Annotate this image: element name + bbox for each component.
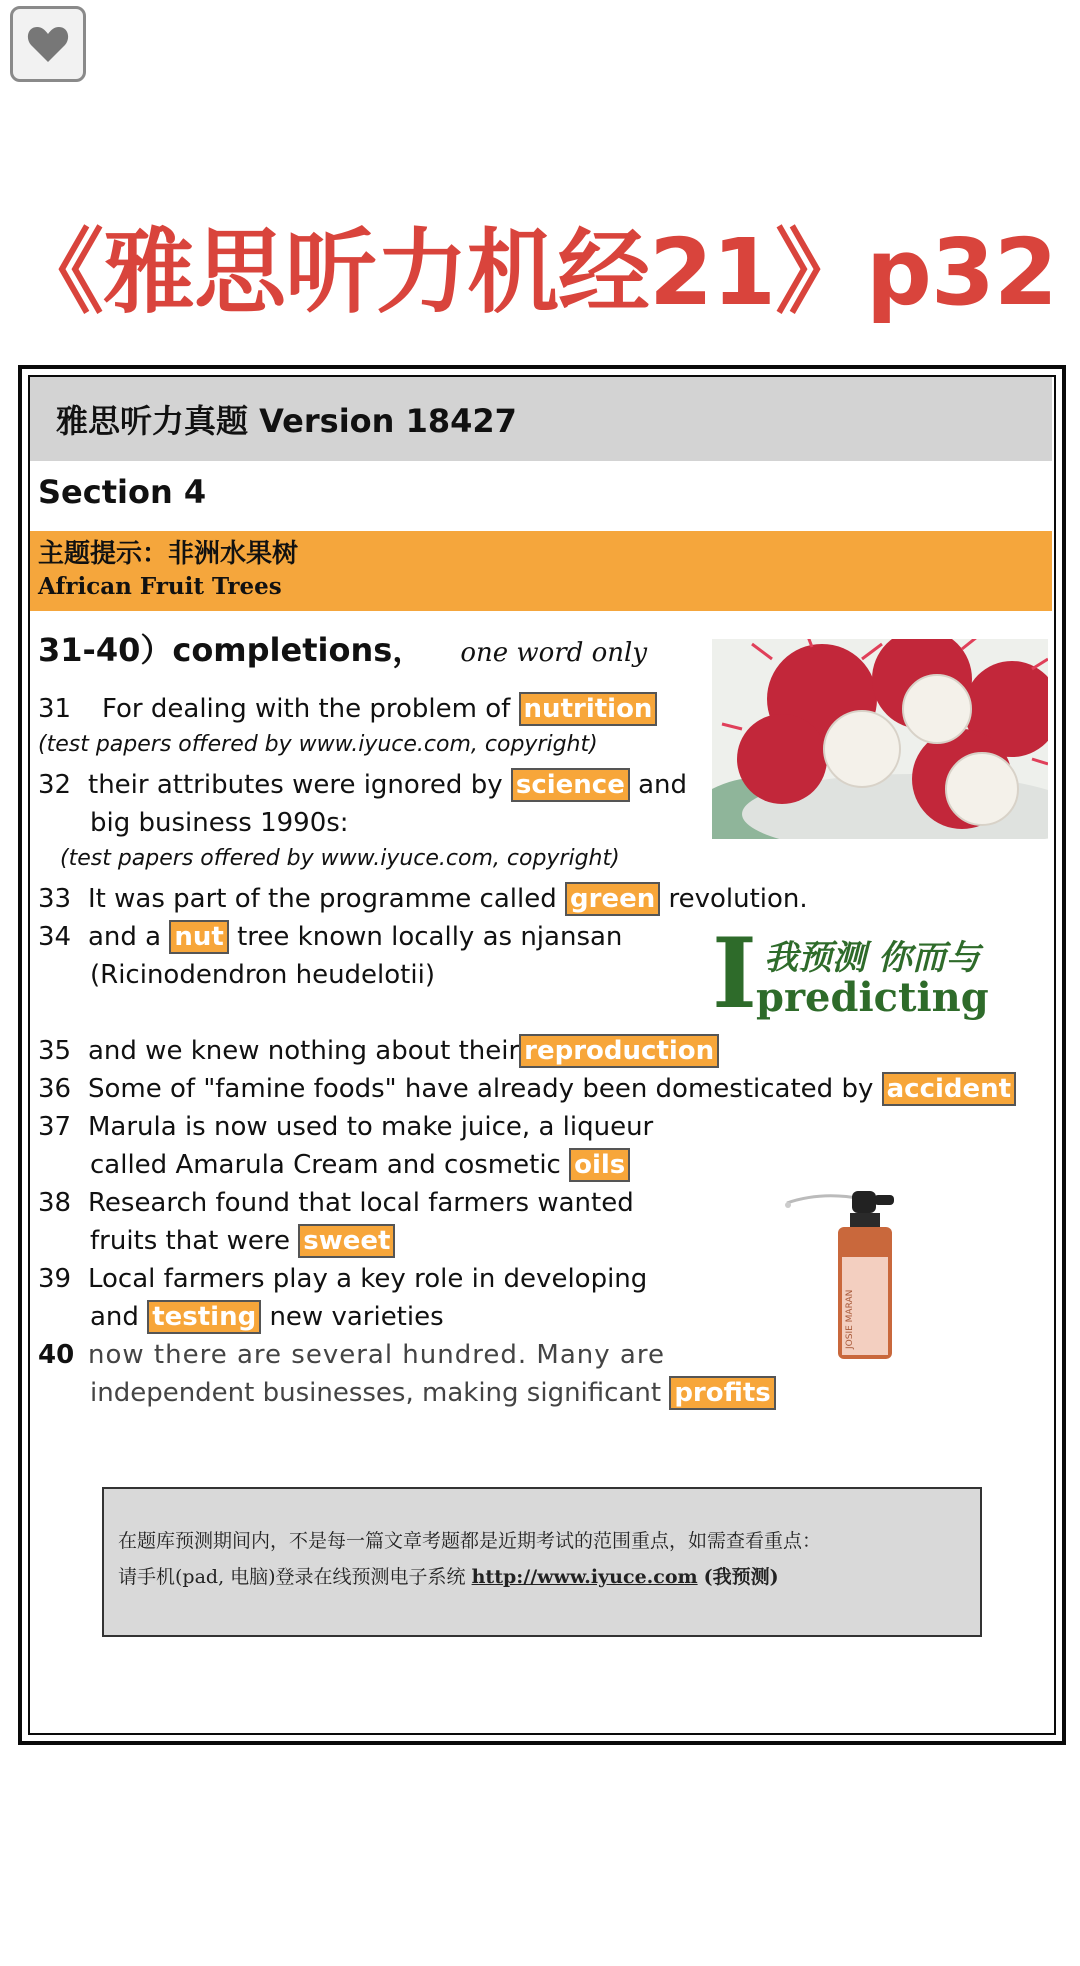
- question-37-line2: [90, 1147, 630, 1183]
- question-text: and: [90, 1302, 148, 1332]
- answer-profits: profits: [669, 1376, 775, 1410]
- question-text: For dealing with the problem of: [102, 694, 519, 724]
- question-number: 34: [38, 922, 72, 952]
- logo-letter: I: [712, 917, 757, 1030]
- logo-zh: 我预测 你而与: [764, 938, 980, 978]
- question-37: [38, 1109, 653, 1145]
- question-32-line2: big business 1990s:: [90, 808, 349, 838]
- topic-band: [30, 531, 1052, 611]
- copyright-note: (test papers offered by www.iyuce.com, copyright): [38, 732, 598, 757]
- question-text: their attributes were ignored by: [88, 770, 511, 800]
- question-32: [38, 767, 687, 803]
- note-box: [102, 1487, 982, 1637]
- question-hint: one word only: [460, 638, 648, 668]
- question-number: 39: [38, 1264, 72, 1294]
- question-number: 38: [38, 1188, 72, 1218]
- question-text: and we knew nothing about their: [88, 1036, 520, 1066]
- topic-zh: 主题提示：非洲水果树: [38, 539, 299, 569]
- note-text: 请手机(pad, 电脑)登录在线预测电子系统: [118, 1566, 472, 1588]
- question-34-line2: (Ricinodendron heudelotii): [90, 960, 435, 990]
- question-31: [38, 691, 657, 727]
- page-title: 《雅思听力机经21》p32: [12, 219, 1057, 326]
- question-text: Marula is now used to make juice, a liqueur: [88, 1112, 654, 1142]
- note-brand: (我预测): [703, 1566, 779, 1588]
- answer-oils: oils: [569, 1148, 630, 1182]
- question-text: new varieties: [261, 1302, 444, 1332]
- rambutan-photo: [712, 639, 1048, 839]
- question-range: 31-40）completions，: [38, 631, 425, 669]
- answer-testing: testing: [147, 1300, 261, 1334]
- question-38-line2: [90, 1223, 395, 1259]
- question-number: 35: [38, 1036, 72, 1066]
- heart-icon: [26, 24, 70, 64]
- question-38: [38, 1185, 634, 1221]
- question-number: 31: [38, 694, 72, 724]
- question-39-line2: [90, 1299, 444, 1335]
- question-text: and a: [88, 922, 170, 952]
- logo-en: predicting: [756, 974, 989, 1021]
- question-text: and: [629, 770, 688, 800]
- like-button[interactable]: [10, 6, 86, 82]
- predicting-logo: [712, 917, 1002, 1034]
- question-33: [38, 881, 808, 917]
- answer-sweet: sweet: [298, 1224, 395, 1258]
- question-text: fruits that were: [90, 1226, 299, 1256]
- document-card: [18, 365, 1066, 1745]
- question-text: Local farmers play a key role in developing: [88, 1264, 648, 1294]
- question-number: 40: [38, 1340, 75, 1370]
- document-header: 雅思听力真题 Version 18427: [30, 377, 1052, 461]
- section-label: Section 4: [38, 473, 207, 511]
- answer-nut: nut: [169, 920, 228, 954]
- question-text: tree known locally as njansan: [228, 922, 623, 952]
- question-number: 36: [38, 1074, 72, 1104]
- question-text: It was part of the programme called: [88, 884, 565, 914]
- question-text: revolution.: [660, 884, 808, 914]
- answer-green: green: [565, 882, 660, 916]
- question-39: [38, 1261, 647, 1297]
- question-36: [38, 1071, 1016, 1107]
- question-text: called Amarula Cream and cosmetic: [90, 1150, 570, 1180]
- question-text: independent businesses, making significant: [90, 1378, 670, 1408]
- copyright-note: (test papers offered by www.iyuce.com, copyright): [60, 846, 620, 871]
- question-40: [38, 1337, 665, 1373]
- iyuce-link[interactable]: http://www.iyuce.com: [471, 1566, 698, 1588]
- question-number: 33: [38, 884, 72, 914]
- answer-reproduction: reproduction: [519, 1034, 719, 1068]
- question-35: [38, 1033, 719, 1069]
- question-number: 37: [38, 1112, 72, 1142]
- note-line-2: [118, 1559, 980, 1595]
- question-40-line2: [90, 1375, 776, 1411]
- topic-en: African Fruit Trees: [38, 573, 282, 600]
- oil-bottle-image: [782, 1181, 942, 1366]
- question-text: now there are several hundred. Many are: [88, 1340, 665, 1370]
- question-heading: [38, 625, 647, 671]
- bottle-label: JOSIE MARAN: [845, 1289, 855, 1349]
- question-number: 32: [38, 770, 72, 800]
- question-34: [38, 919, 622, 955]
- question-text: Some of "famine foods" have already been domesticated by: [88, 1074, 882, 1104]
- answer-nutrition: nutrition: [519, 692, 658, 726]
- question-text: Research found that local farmers wanted: [88, 1188, 634, 1218]
- note-line-1: 在题库预测期间内，不是每一篇文章考题都是近期考试的范围重点，如需查看重点：: [118, 1530, 822, 1552]
- answer-accident: accident: [882, 1072, 1016, 1106]
- answer-science: science: [511, 768, 630, 802]
